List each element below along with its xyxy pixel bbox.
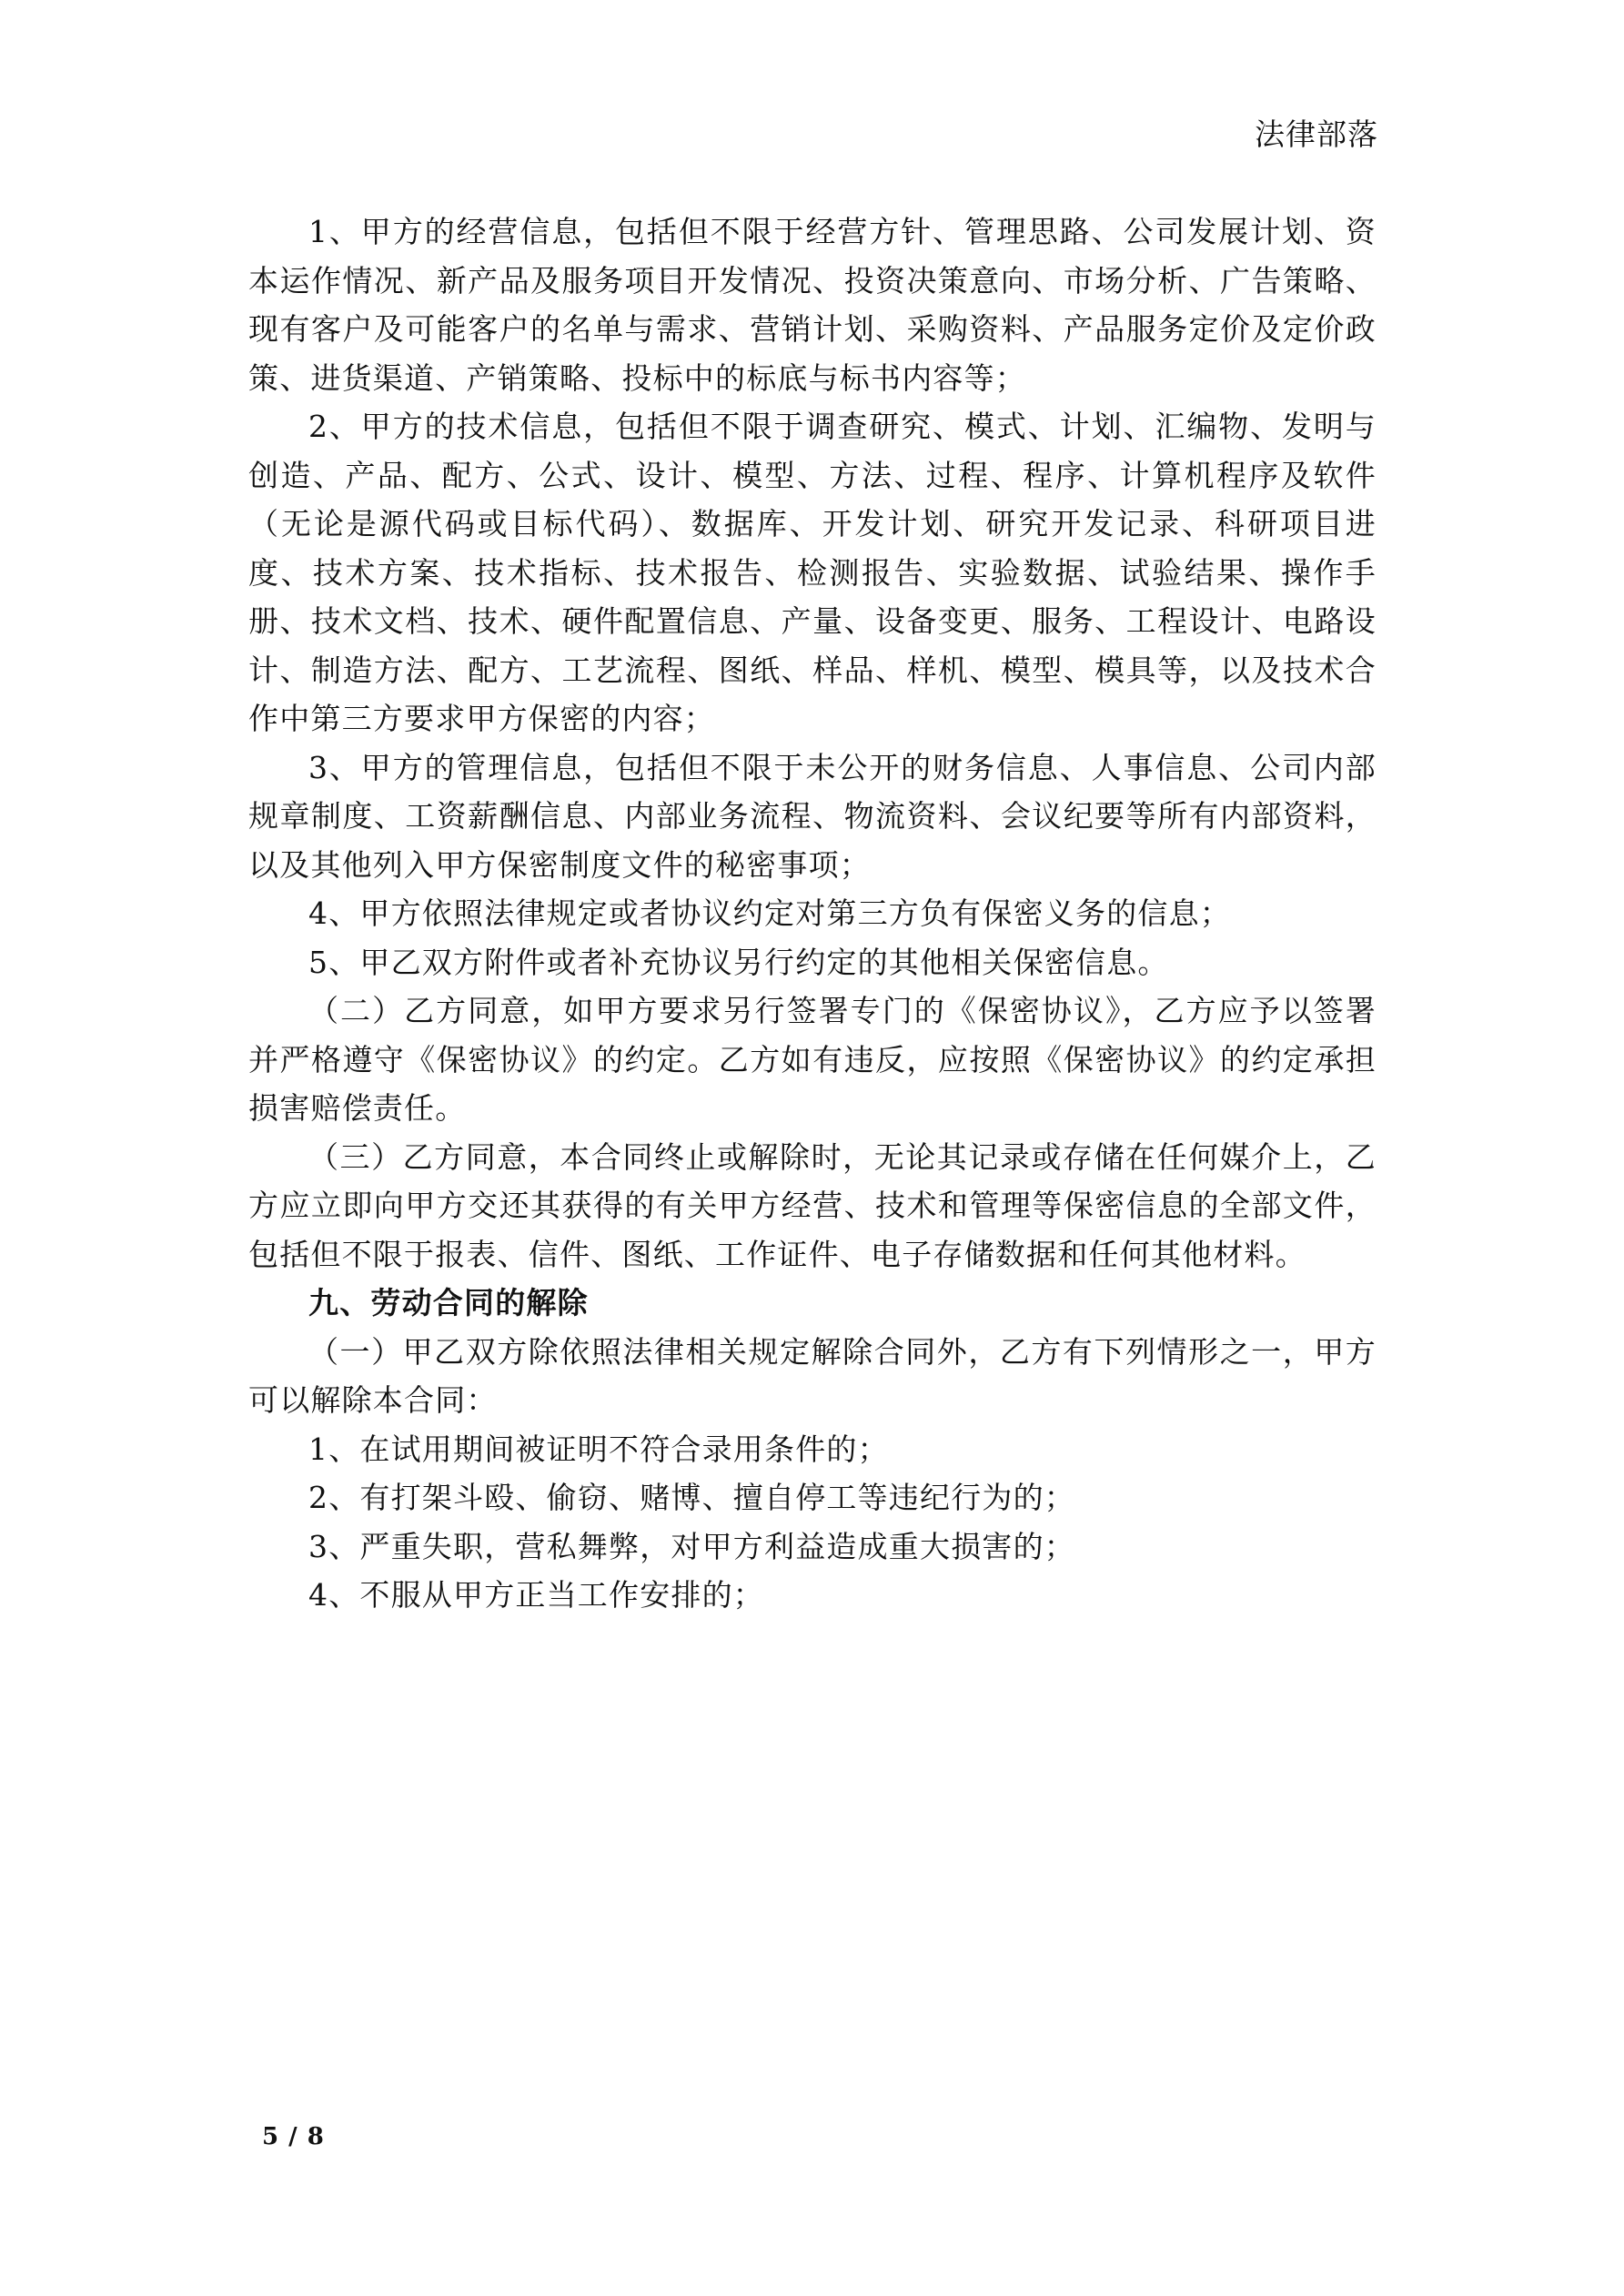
paragraph-technical-info: 2、甲方的技术信息，包括但不限于调查研究、模式、计划、汇编物、发明与创造、产品、配方、公式、设计、模型、方法、过程、程序、计算机程序及软件（无论是源代码或目标代码）、数据库、开发计划、研究开发记录、科研项目进度、技术方案、技术指标、技术报告、检测报告、实验数据、试验结果、操作手册、技术文档、技术、硬件配置信息、产量、设备变更、服务、工程设计、电路设计、制造方法、配方、工艺流程、图纸、样品、样机、模型、模具等，以及技术合作中第三方要求甲方保密的内容； (248, 409, 1377, 736)
list-item-misconduct: 2、有打架斗殴、偷窃、赌博、擅自停工等违纪行为的； (308, 1480, 1075, 1515)
list-item-negligence: 3、严重失职，营私舞弊，对甲方利益造成重大损害的； (308, 1528, 1075, 1564)
paragraph-termination-conditions: （一）甲乙双方除依照法律相关规定解除合同外，乙方有下列情形之一，甲方可以解除本合同： (248, 1333, 1377, 1418)
section-heading-termination: 九、劳动合同的解除 (308, 1285, 589, 1320)
paragraph-return-materials: （三）乙方同意，本合同终止或解除时，无论其记录或存储在任何媒介上，乙方应立即向甲方交还其获得的有关甲方经营、技术和管理等保密信息的全部文件，包括但不限于报表、信件、图纸、工作证件、电子存储数据和任何其他材料。 (248, 1138, 1377, 1272)
list-item-insubordination: 4、不服从甲方正当工作安排的； (308, 1577, 764, 1613)
paragraph-business-info: 1、甲方的经营信息，包括但不限于经营方针、管理思路、公司发展计划、资本运作情况、新产品及服务项目开发情况、投资决策意向、市场分析、广告策略、现有客户及可能客户的名单与需求、营销计划、采购资料、产品服务定价及定价政策、进货渠道、产销策略、投标中的标底与标书内容等； (248, 214, 1377, 396)
page-number: 5 / 8 (262, 2123, 325, 2150)
paragraph-confidentiality-agreement: （二）乙方同意，如甲方要求另行签署专门的《保密协议》，乙方应予以签署并严格遵守《保密协议》的约定。乙方如有违反，应按照《保密协议》的约定承担损害赔偿责任。 (248, 993, 1377, 1126)
page-header: 法律部落 (1255, 116, 1378, 152)
list-item-probation: 1、在试用期间被证明不符合录用条件的； (308, 1431, 889, 1467)
paragraph-third-party-info: 4、甲方依照法律规定或者协议约定对第三方负有保密义务的信息； (308, 895, 1231, 931)
document-body (248, 207, 1377, 1620)
paragraph-management-info: 3、甲方的管理信息，包括但不限于未公开的财务信息、人事信息、公司内部规章制度、工资薪酬信息、内部业务流程、物流资料、会议纪要等所有内部资料，以及其他列入甲方保密制度文件的秘密事项； (248, 749, 1377, 883)
paragraph-supplementary-info: 5、甲乙双方附件或者补充协议另行约定的其他相关保密信息。 (308, 944, 1169, 980)
